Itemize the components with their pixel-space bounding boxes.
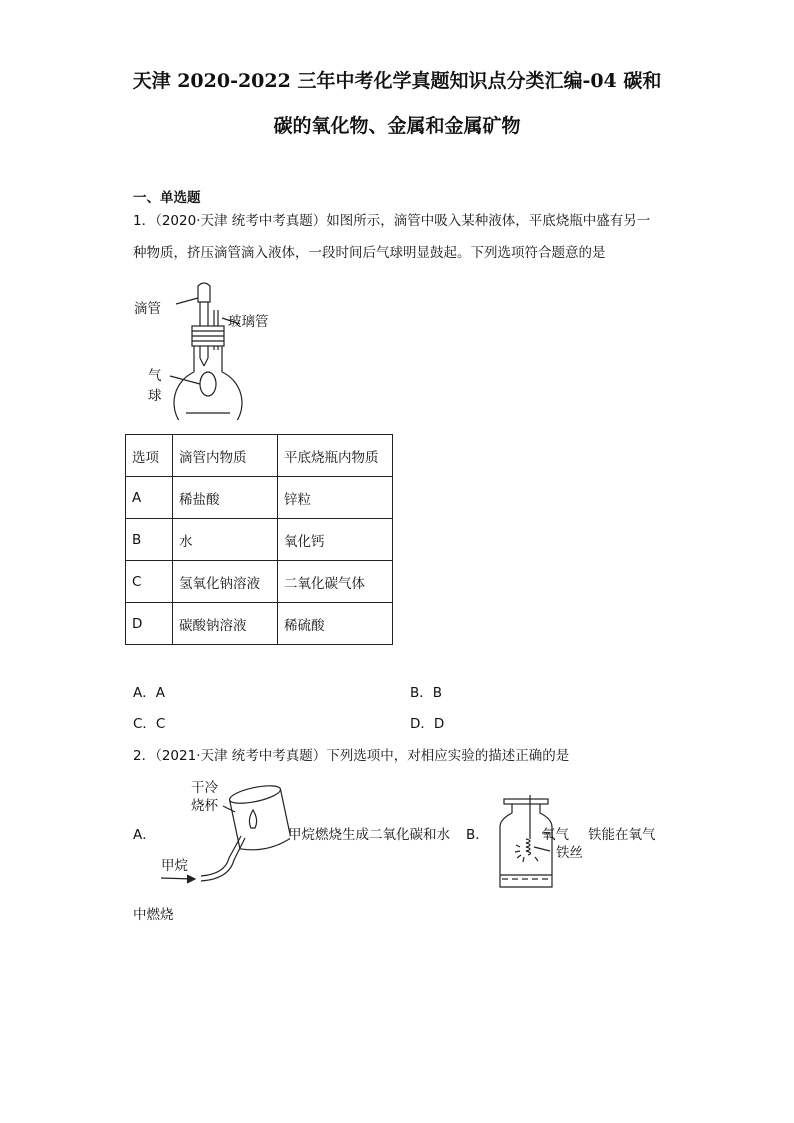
q2-methane-figure bbox=[155, 778, 290, 888]
beaker-bottom bbox=[228, 782, 282, 807]
q2-option-a-letter[interactable]: A． bbox=[133, 827, 156, 843]
table-header-row bbox=[126, 435, 393, 477]
table-cell: C bbox=[126, 561, 173, 603]
q1-stem-line-2: 种物质，挤压滴管滴入液体，一段时间后气球明显鼓起。下列选项符合题意的是 bbox=[133, 245, 606, 261]
section-heading: 一、单选题 bbox=[133, 190, 201, 206]
label-cup-1: 干冷 bbox=[191, 780, 218, 796]
q1-choice-d[interactable]: D．D bbox=[410, 716, 445, 732]
table-cell: 锌粒 bbox=[278, 477, 393, 519]
q1-choice-b[interactable]: B．B bbox=[410, 685, 443, 701]
table-cell: 氢氧化钠溶液 bbox=[173, 561, 278, 603]
balloon bbox=[200, 372, 216, 396]
table-cell: D bbox=[126, 603, 173, 645]
table-cell: 氧化钙 bbox=[278, 519, 393, 561]
dropper-bulb bbox=[198, 283, 210, 302]
table-cell: 二氧化碳气体 bbox=[278, 561, 393, 603]
label-balloon-1: 气 bbox=[148, 368, 162, 384]
table-header-cell: 滴管内物质 bbox=[173, 435, 278, 477]
q1-choice-c[interactable]: C．C bbox=[133, 716, 166, 732]
table-cell: 稀盐酸 bbox=[173, 477, 278, 519]
table-cell: 碳酸钠溶液 bbox=[173, 603, 278, 645]
q2-stem: 2．（2021·天津 统考中考真题）下列选项中，对相应实验的描述正确的是 bbox=[133, 748, 570, 764]
table-cell: 稀硫酸 bbox=[278, 603, 393, 645]
table-cell: A bbox=[126, 477, 173, 519]
label-cup-2: 烧杯 bbox=[191, 798, 218, 814]
q1-options-table bbox=[125, 434, 393, 645]
q2-option-b-letter[interactable]: B． bbox=[466, 827, 489, 843]
q2-option-a-description: 甲烷燃烧生成二氧化碳和水 bbox=[288, 827, 450, 843]
paper-title-line-1: 天津 2020-2022 三年中考化学真题知识点分类汇编-04 碳和 bbox=[132, 70, 662, 92]
q2-option-b-description-1: 铁能在氧气 bbox=[588, 827, 656, 843]
table-row bbox=[126, 561, 393, 603]
table-row bbox=[126, 477, 393, 519]
q1-flask-figure bbox=[130, 280, 290, 420]
table-cell: B bbox=[126, 519, 173, 561]
q2-option-b-description-2: 中燃烧 bbox=[133, 907, 174, 923]
flame-icon bbox=[249, 810, 256, 828]
table-header-cell: 选项 bbox=[126, 435, 173, 477]
label-methane: 甲烷 bbox=[161, 858, 188, 874]
label-dropper: 滴管 bbox=[134, 301, 161, 317]
paper-title-line-2: 碳的氧化物、金属和金属矿物 bbox=[273, 115, 521, 137]
table-header-cell: 平底烧瓶内物质 bbox=[278, 435, 393, 477]
table-row bbox=[126, 519, 393, 561]
q1-stem-line-1: 1．（2020·天津 统考中考真题）如图所示，滴管中吸入某种液体，平底烧瓶中盛有另一 bbox=[133, 213, 651, 229]
table-cell: 水 bbox=[173, 519, 278, 561]
table-row bbox=[126, 603, 393, 645]
iron-coil bbox=[526, 839, 531, 855]
q1-choice-a[interactable]: A．A bbox=[133, 685, 165, 701]
label-glass-tube: 玻璃管 bbox=[228, 314, 269, 330]
gas-tube bbox=[201, 836, 241, 876]
label-iron-wire: 铁丝 bbox=[556, 845, 583, 861]
label-oxygen: 氧气 bbox=[542, 827, 569, 843]
label-balloon-2: 球 bbox=[148, 388, 162, 404]
